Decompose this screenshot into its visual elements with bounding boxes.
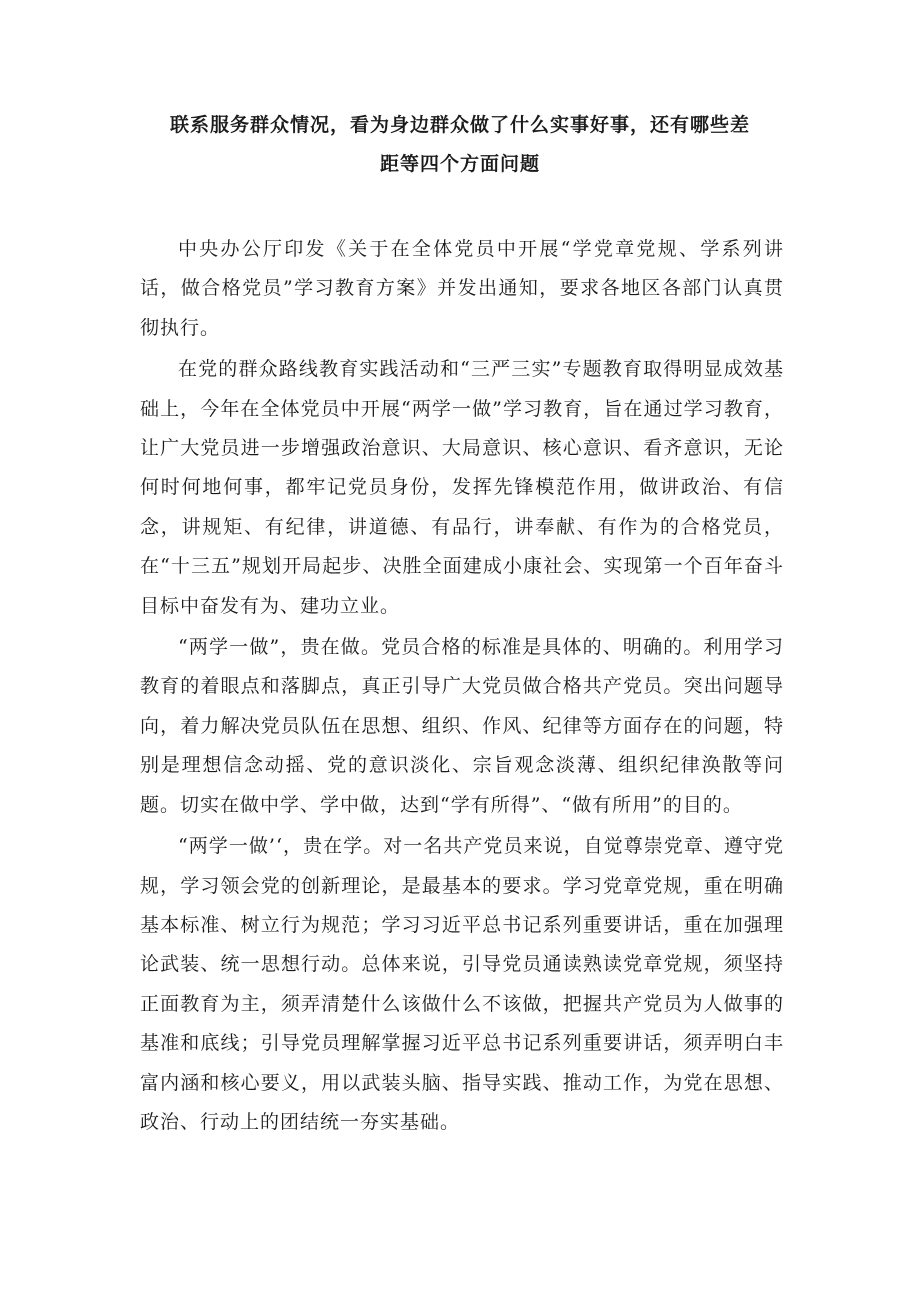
paragraph-3: “两学一做”，贵在做。党员合格的标准是具体的、明确的。利用学习教育的着眼点和落脚点，真正引导广大党员做合格共产党员。突出问题导向，着力解决党员队伍在思想、组织、作风、纪律等方面存在的问题，特别是理想信念动摇、党的意识淡化、宗旨观念淡薄、组织纪律涣散等问题。切实在做中学、学中做，达到“学有所得”、“做有所用”的目的。: [140, 636, 784, 816]
document-body: [140, 230, 784, 1144]
document-title-line-2: 距等四个方面问题: [379, 153, 540, 175]
document-title: [140, 106, 780, 184]
paragraph-4: “两学一做’‘，贵在学。对一名共产党员来说，自觉尊崇党章、遵守党规，学习领会党的创新理论，是最基本的要求。学习党章党规，重在明确基本标准、树立行为规范；学习习近平总书记系列重要讲话，重在加强理论武装、统一思想行动。总体来说，引导党员通读熟读党章党规，须坚持正面教育为主，须弄清楚什么该做什么不该做，把握共产党员为人做事的基准和底线；引导党员理解掌握习近平总书记系列重要讲话，须弄明白丰富内涵和核心要义，用以武装头脑、指导实践、推动工作，为党在思想、政治、行动上的团结统一夯实基础。: [140, 835, 784, 1133]
paragraph-1: 中央办公厅印发《关于在全体党员中开展“学党章党规、学系列讲话，做合格党员”学习教育方案》并发出通知，要求各地区各部门认真贯彻执行。: [140, 238, 784, 339]
document-title-line-1: 联系服务群众情况，看为身边群众做了什么实事好事，还有哪些差: [169, 114, 750, 136]
paragraph-2: 在党的群众路线教育实践活动和“三严三实”专题教育取得明显成效基础上，今年在全体党员中开展“两学一做”学习教育，旨在通过学习教育，让广大党员进一步增强政治意识、大局意识、核心意识、看齐意识，无论何时何地何事，都牢记党员身份，发挥先锋模范作用，做讲政治、有信念，讲规矩、有纪律，讲道德、有品行，讲奉献、有作为的合格党员，在“十三五”规划开局起步、决胜全面建成小康社会、实现第一个百年奋斗目标中奋发有为、建功立业。: [140, 358, 784, 617]
